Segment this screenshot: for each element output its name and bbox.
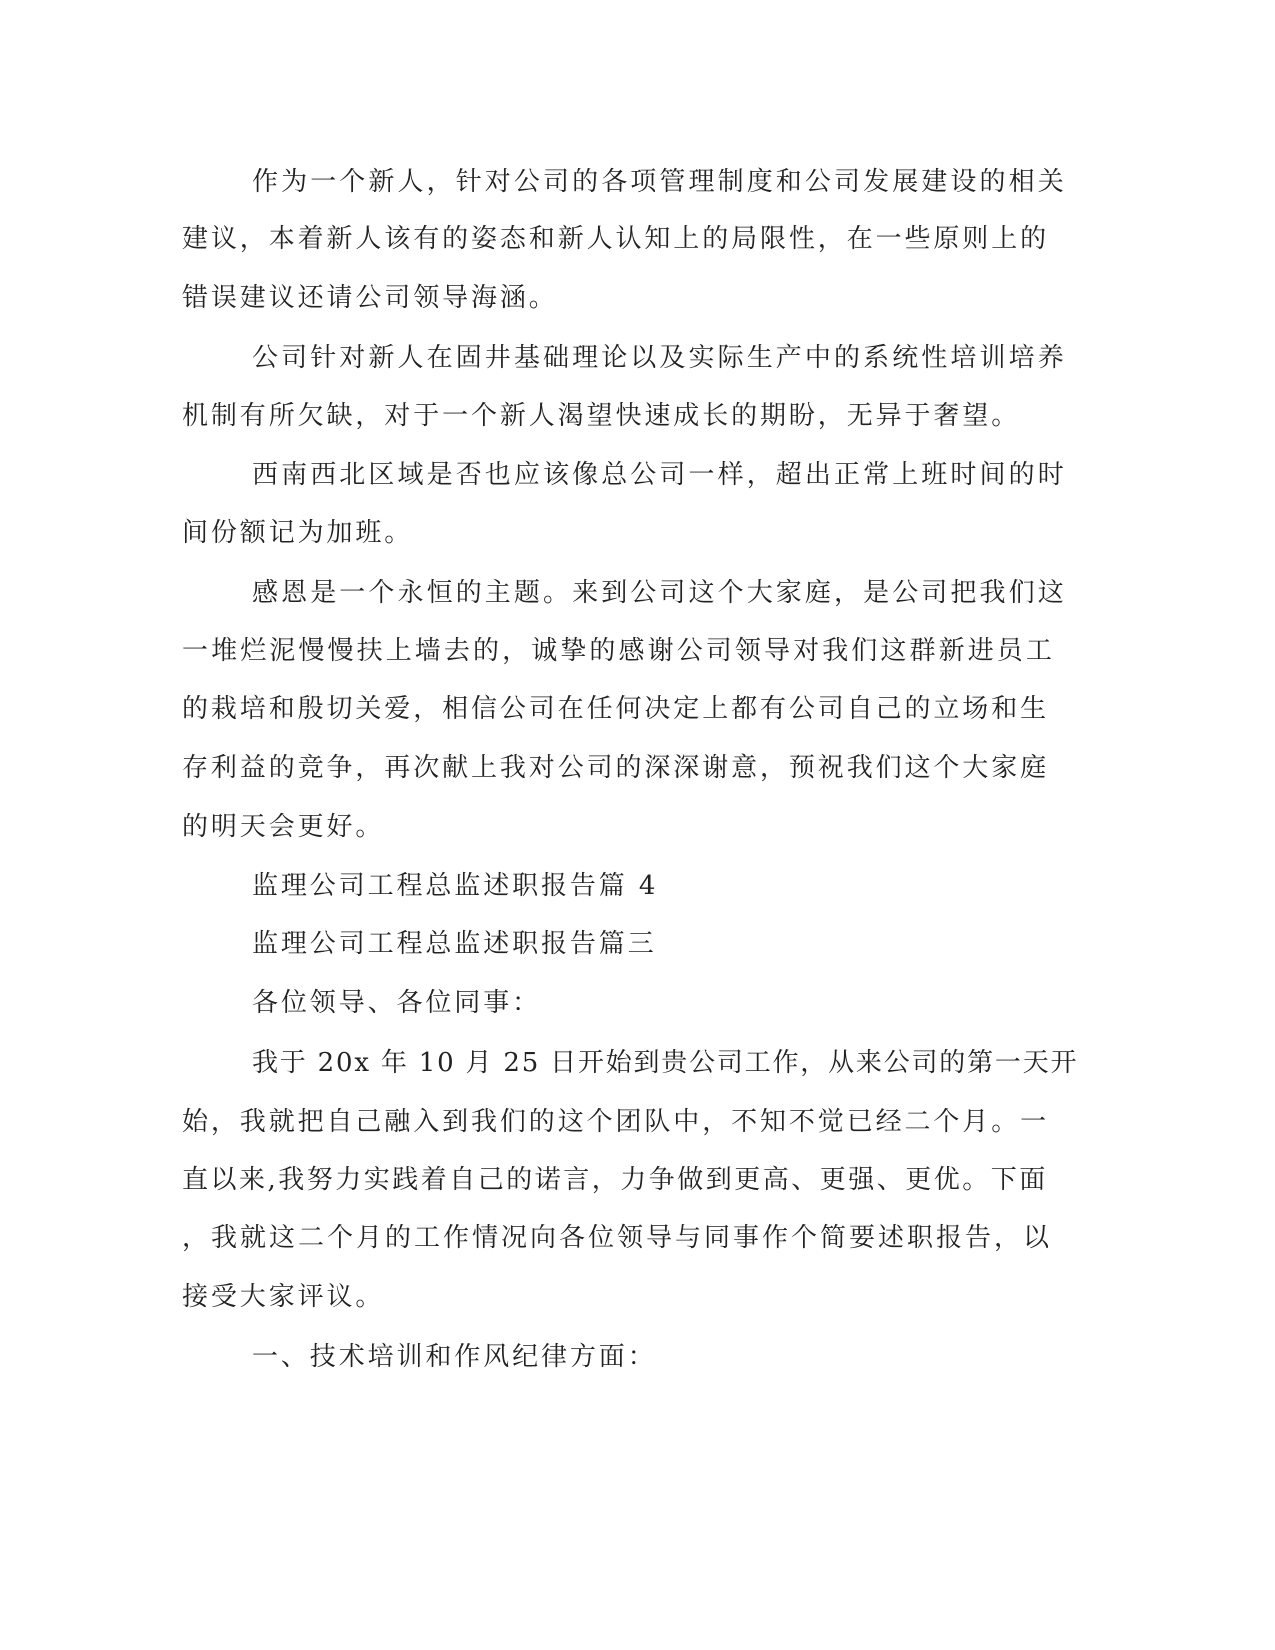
subsection-heading-1: 一、技术培训和作风纪律方面： xyxy=(252,1342,657,1372)
paragraph-4-line-4: 存利益的竞争，再次献上我对公司的深深谢意，预祝我们这个大家庭 xyxy=(182,753,1050,783)
paragraph-4-line-1: 感恩是一个永恒的主题。来到公司这个大家庭，是公司把我们这 xyxy=(252,578,1067,608)
paragraph-1-line-2: 建议，本着新人该有的姿态和新人认知上的局限性，在一些原则上的 xyxy=(182,224,1050,254)
salutation: 各位领导、各位同事： xyxy=(252,988,542,1018)
section-heading-three: 监理公司工程总监述职报告篇三 xyxy=(252,929,657,959)
paragraph-4-line-5: 的明天会更好。 xyxy=(182,812,385,842)
paragraph-5-line-4: ，我就这二个月的工作情况向各位领导与同事作个简要述职报告，以 xyxy=(182,1223,1053,1253)
paragraph-5-line-2: 始，我就把自己融入到我们的这个团队中，不知不觉已经二个月。一 xyxy=(182,1107,1050,1137)
paragraph-5-line-3: 直以来,我努力实践着自己的诺言，力争做到更高、更强、更优。下面 xyxy=(182,1165,1048,1195)
section-heading-4: 监理公司工程总监述职报告篇 4 xyxy=(252,871,659,901)
paragraph-2-line-1: 公司针对新人在固井基础理论以及实际生产中的系统性培训培养 xyxy=(252,343,1067,373)
paragraph-5-line-5: 接受大家评议。 xyxy=(182,1282,385,1312)
paragraph-3-line-1: 西南西北区域是否也应该像总公司一样，超出正常上班时间的时 xyxy=(252,460,1067,490)
paragraph-4-line-3: 的栽培和殷切关爱，相信公司在任何决定上都有公司自己的立场和生 xyxy=(182,694,1050,724)
paragraph-1-line-3: 错误建议还请公司领导海涵。 xyxy=(182,283,558,313)
paragraph-1-line-1: 作为一个新人，针对公司的各项管理制度和公司发展建设的相关 xyxy=(252,167,1067,197)
paragraph-4-line-2: 一堆烂泥慢慢扶上墙去的，诚挚的感谢公司领导对我们这群新进员工 xyxy=(182,636,1056,666)
paragraph-3-line-2: 间份额记为加班。 xyxy=(182,518,414,548)
paragraph-5-line-1: 我于 20x 年 10 月 25 日开始到贵公司工作，从来公司的第一天开 xyxy=(252,1048,1079,1078)
paragraph-2-line-2: 机制有所欠缺，对于一个新人渴望快速成长的期盼，无异于奢望。 xyxy=(182,401,1021,431)
